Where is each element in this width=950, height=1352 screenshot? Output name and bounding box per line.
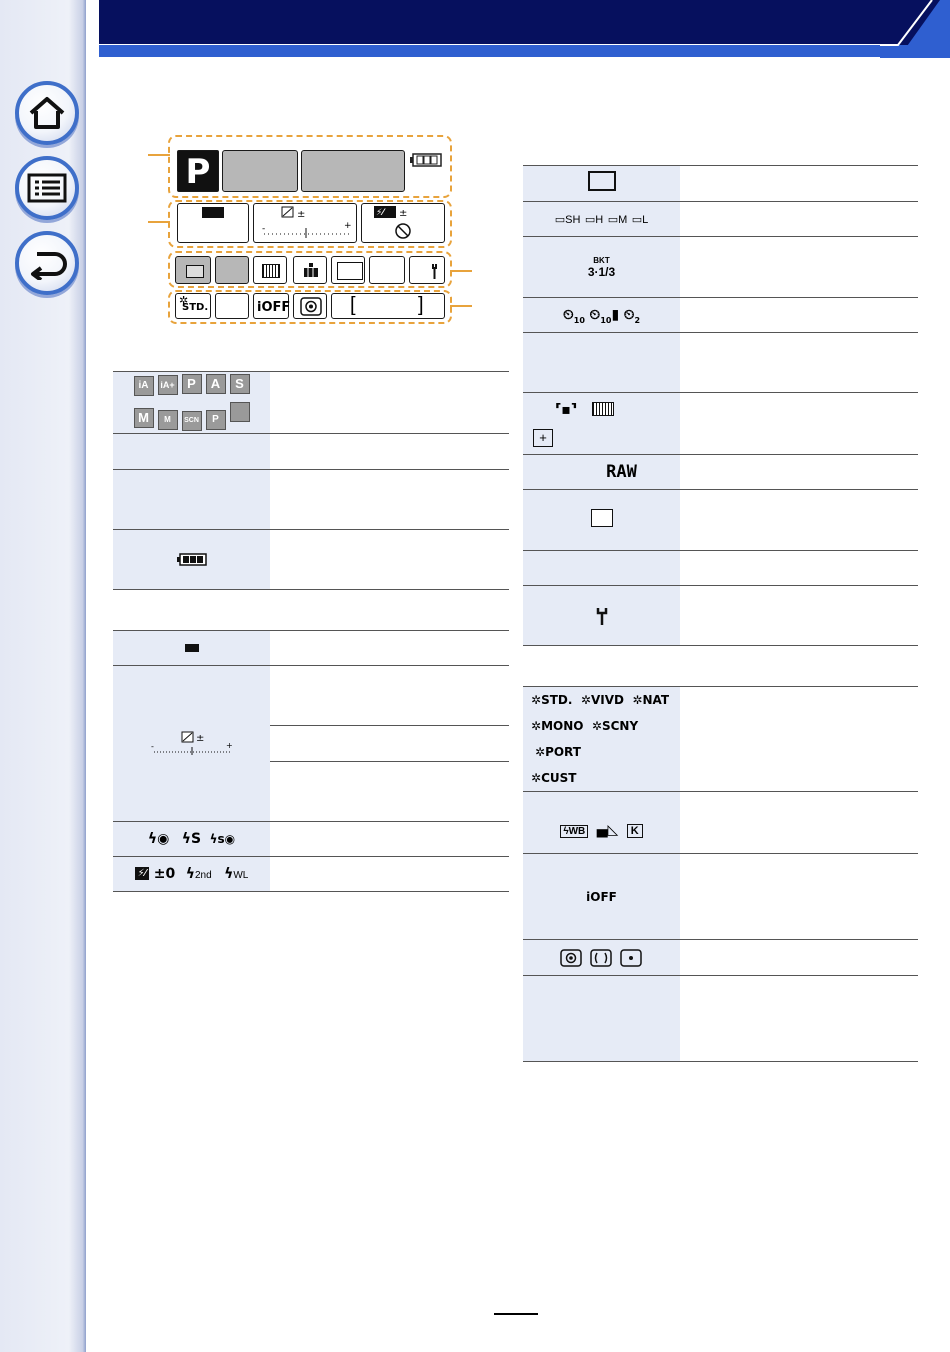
table-row (523, 940, 918, 976)
desc-cell (270, 666, 509, 726)
raw-cell (523, 455, 680, 490)
quality-box (177, 203, 249, 243)
style-vivd-icon: ✲VIVD (580, 693, 624, 707)
desc-cell (680, 976, 918, 1062)
flash-adjust-cell (113, 857, 270, 892)
bkt-label: BKT (593, 255, 610, 265)
aspect-ratio-icon (591, 509, 613, 527)
icon-cell (113, 470, 270, 530)
style-nat-icon: ✲NAT (632, 693, 670, 707)
creative-icon: P (206, 410, 226, 430)
desc-cell (680, 202, 918, 237)
desc-cell (270, 762, 509, 822)
photo-style-box: STD. ✲ (175, 293, 211, 319)
desc-cell (680, 687, 918, 792)
svg-text:±: ± (195, 732, 204, 744)
burst-m-icon: ▭M (607, 214, 628, 226)
desc-cell (680, 792, 918, 854)
p-mode-icon: P (182, 374, 202, 394)
flash-red-eye-icon: ϟ◉ (147, 831, 170, 847)
movie-mode-icon: M (158, 410, 178, 430)
size-box (369, 256, 405, 284)
flash-mode-cell (113, 822, 270, 857)
af-49-area-icon (592, 402, 614, 416)
flash-2nd-label: 2nd (194, 870, 212, 881)
af-area-box (253, 256, 287, 284)
desc-cell (680, 455, 918, 490)
custom-cell (523, 586, 680, 646)
table-row (523, 976, 918, 1062)
style-std-icon: ✲STD. (531, 693, 573, 707)
table-row (113, 434, 509, 470)
burst-sh-icon: ▭SH (554, 214, 581, 226)
table-row (523, 202, 918, 237)
bkt-value: 3·1/3 (587, 264, 616, 279)
ia-icon: iA (134, 376, 154, 396)
table-row (523, 237, 918, 298)
table-row (523, 586, 918, 646)
flash-value: ±0 (153, 866, 176, 882)
contents-button[interactable] (15, 156, 79, 220)
icon-cell (523, 646, 680, 687)
header-corner (880, 0, 950, 58)
table-row (523, 646, 918, 687)
burst-cell (523, 202, 680, 237)
mode-indicator (177, 150, 219, 192)
icon-cell (113, 590, 270, 631)
svg-text:+: + (344, 221, 352, 231)
self-timer-10-icon: $⏲_{10}$ (562, 306, 585, 325)
callout-3 (450, 270, 472, 272)
page-number-underline (494, 1313, 538, 1315)
icon-cell (113, 434, 270, 470)
mode-letter: P (185, 152, 211, 192)
flash-wireless-icon: ϟ (224, 866, 234, 882)
quality-icon (185, 644, 199, 652)
photo-style-cell (523, 687, 680, 792)
svg-text:⚡⁄: ⚡⁄ (376, 208, 384, 218)
table-row (113, 470, 509, 530)
sidebar (0, 0, 86, 1352)
exposure-scale-icon (254, 204, 358, 244)
right-table (523, 165, 918, 1062)
ia-off-icon: iOFF (586, 889, 617, 904)
single-drive-cell (523, 166, 680, 202)
wrench-icon (410, 257, 446, 285)
icon-cell (523, 551, 680, 586)
self-timer-2-icon: $⏲_2$ (623, 306, 641, 325)
quality-cell (113, 631, 270, 666)
desc-cell (680, 940, 918, 976)
aperture-box (301, 150, 405, 192)
svg-text:+: + (225, 740, 233, 750)
desc-cell (680, 166, 918, 202)
callout-2 (148, 221, 170, 223)
desc-cell (680, 393, 918, 455)
flash-wl-label: WL (233, 870, 249, 881)
battery-icon (410, 153, 442, 167)
left-table (113, 371, 509, 892)
callout-1 (148, 154, 170, 156)
scn-icon: SCN (182, 411, 202, 431)
table-row (523, 393, 918, 455)
desc-cell (270, 590, 509, 631)
desc-cell (270, 530, 509, 590)
mode-icons-cell (113, 372, 270, 434)
icon-cell (523, 976, 680, 1062)
burst-l-icon: ▭L (631, 214, 649, 226)
ia-dynamic-cell (523, 854, 680, 940)
aspect-box (331, 256, 365, 284)
ia-off-label: iOFF (257, 300, 291, 315)
single-frame-icon (588, 171, 616, 191)
svg-text:-: - (150, 741, 154, 751)
s-mode-icon: S (230, 374, 250, 394)
svg-text:±: ± (297, 209, 306, 220)
kelvin-wb-icon: K (627, 824, 643, 838)
flash-box (361, 203, 445, 243)
custom-box (409, 256, 445, 284)
wrench-icon (596, 606, 608, 626)
self-timer-10-3-icon: $⏲_{10}▮$ (589, 306, 620, 325)
desc-cell (680, 646, 918, 687)
info-bracket-box: [ ] (331, 293, 445, 319)
svg-text:-: - (262, 224, 266, 234)
table-row (113, 530, 509, 590)
table-row (113, 857, 509, 892)
flash-wb-icon: ϟWB (560, 825, 588, 838)
metering-cell (523, 940, 680, 976)
af-tracking-icon: ⸢▪⸣ (555, 401, 578, 418)
home-button[interactable] (15, 81, 79, 145)
svg-text:±: ± (399, 208, 408, 219)
desc-cell (270, 822, 509, 857)
table-row (523, 490, 918, 551)
setting-box-2 (215, 256, 249, 284)
af-mode-box (293, 256, 327, 284)
table-row (523, 687, 918, 792)
callout-4 (450, 305, 472, 307)
header-accent (99, 45, 950, 57)
table-row (113, 631, 509, 666)
desc-cell (270, 372, 509, 434)
desc-cell (270, 631, 509, 666)
photo-style-label: STD. (182, 302, 209, 313)
a-mode-icon: A (206, 374, 226, 394)
m-mode-icon: M (134, 408, 154, 428)
desc-cell (270, 470, 509, 530)
table-row (523, 551, 918, 586)
drive-box (175, 256, 211, 284)
battery-cell (113, 530, 270, 590)
table-row (523, 792, 918, 854)
desc-cell (680, 586, 918, 646)
home-icon (27, 95, 67, 131)
exposure-cell (113, 666, 270, 822)
desc-cell (270, 726, 509, 762)
wb-box (215, 293, 249, 319)
table-row (523, 166, 918, 202)
flash-slow-icon: ϟS (181, 831, 202, 847)
burst-h-icon: ▭H (584, 214, 604, 226)
table-row (113, 666, 509, 726)
table-row (113, 372, 509, 434)
flash-adjust-icon (362, 204, 446, 244)
shutter-box (222, 150, 298, 192)
flash-adjust-icon: ⚡⁄ (135, 867, 150, 880)
table-row (113, 590, 509, 631)
desc-cell (680, 333, 918, 393)
desc-cell (680, 237, 918, 298)
desc-cell (680, 490, 918, 551)
table-row (113, 822, 509, 857)
style-port-icon: ✲PORT (535, 745, 581, 759)
af-1-area-icon: + (533, 429, 553, 447)
desc-cell (680, 551, 918, 586)
flash-slow-red-eye-icon: ϟs◉ (209, 832, 236, 846)
ia-dynamic-box (253, 293, 289, 319)
metering-icon (294, 294, 328, 320)
table-row (523, 854, 918, 940)
icon-cell (523, 333, 680, 393)
af-area-cell (523, 393, 680, 455)
style-cust-icon: ✲CUST (531, 771, 577, 785)
aspect-cell (523, 490, 680, 551)
desc-cell (680, 298, 918, 333)
metering-modes-icon (559, 948, 645, 968)
desc-cell (270, 434, 509, 470)
self-timer-cell (523, 298, 680, 333)
table-row (523, 333, 918, 393)
white-balance-cell (523, 792, 680, 854)
style-scny-icon: ✲SCNY (591, 719, 639, 733)
custom-mode-icon (230, 402, 250, 422)
list-icon (27, 173, 67, 203)
table-row (523, 455, 918, 490)
af-tracking-icon (294, 257, 328, 285)
exposure-scale-icon (150, 731, 234, 757)
desc-cell (680, 854, 918, 940)
desc-cell (270, 857, 509, 892)
exposure-box (253, 203, 357, 243)
table-row (523, 298, 918, 333)
metering-box (293, 293, 327, 319)
flash-2nd-icon: ϟ (185, 866, 195, 882)
ia-plus-icon: iA+ (158, 375, 178, 395)
back-button[interactable] (15, 231, 79, 295)
return-arrow-icon (27, 246, 67, 280)
bracket-cell (523, 237, 680, 298)
style-mono-icon: ✲MONO (531, 719, 584, 733)
shade-wb-icon: ▄◺ (596, 821, 619, 838)
raw-label: RAW (606, 462, 637, 482)
battery-icon (177, 553, 207, 566)
